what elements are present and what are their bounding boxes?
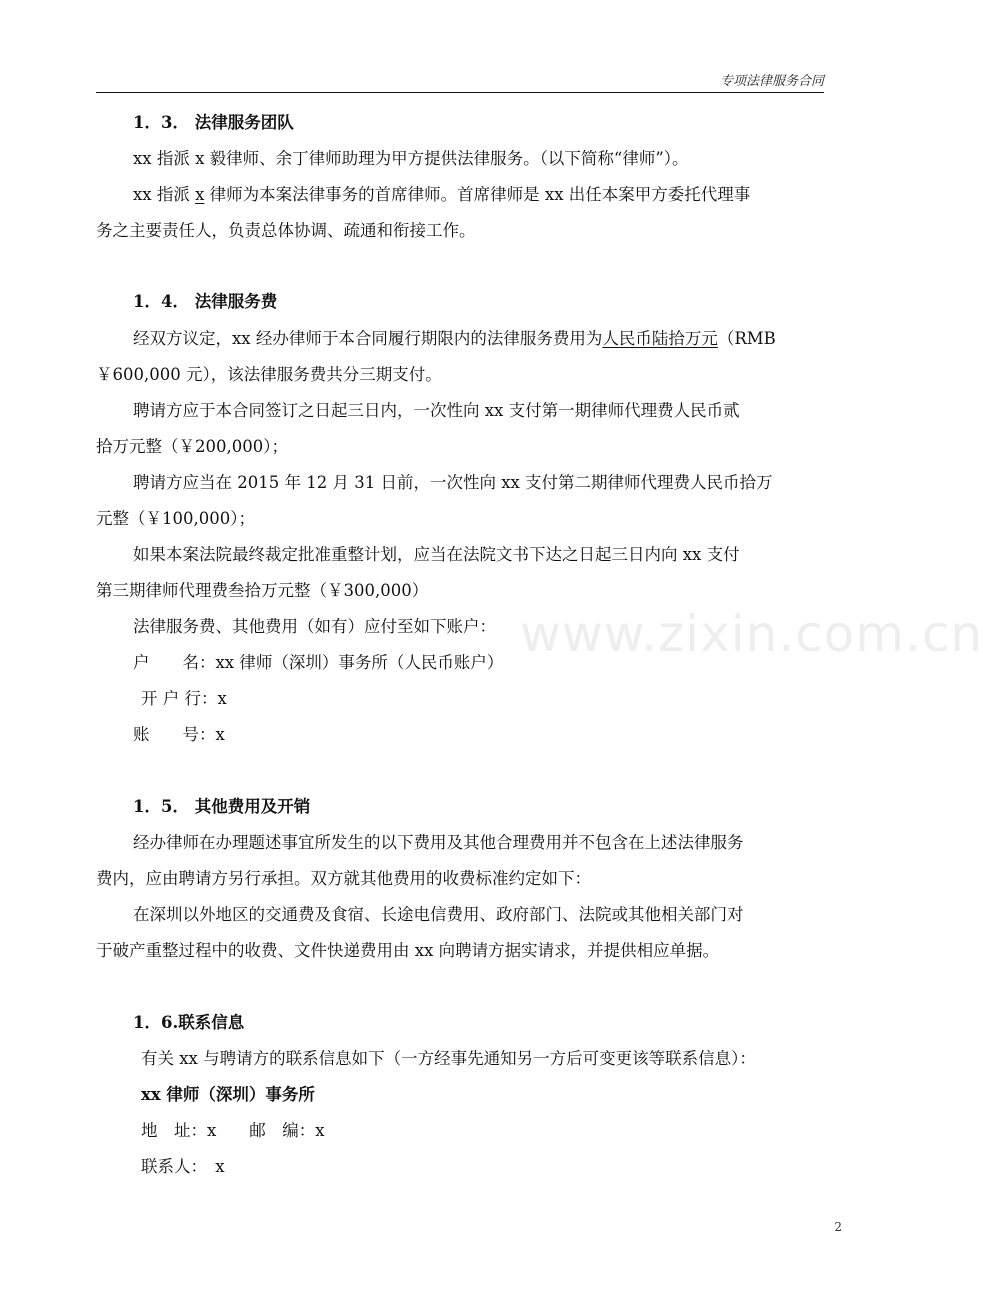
account-name: 户 名：xx 律师（深圳）事务所（人民币账户） [133,653,504,672]
section-heading-1-3: 1．3． 法律服务团队 [133,113,294,132]
section-heading-1-6: 1．6.联系信息 [133,1013,245,1032]
account-bank: 开 户 行：x [141,689,227,708]
paragraph-continuation: 第三期律师代理费叁拾万元整（￥300,000） [96,581,429,600]
paragraph: 法律服务费、其他费用（如有）应付至如下账户： [133,617,496,636]
paragraph-continuation: 拾万元整（￥200,000）； [96,437,288,456]
paragraph: 在深圳以外地区的交通费及食宿、长途电信费用、政府部门、法院或其他相关部门对 [133,905,744,924]
firm-name: xx 律师（深圳）事务所 [141,1085,315,1104]
paragraph: 经办律师在办理题述事宜所发生的以下费用及其他合理费用并不包含在上述法律服务 [133,833,744,852]
paragraph-continuation: 于破产重整过程中的收费、文件快递费用由 xx 向聘请方据实请求，并提供相应单据。 [96,941,720,960]
watermark: www.zixin.com.cn [520,605,983,663]
paragraph-continuation: ￥600,000 元），该法律服务费共分三期支付。 [96,365,442,384]
section-heading-1-4: 1．4． 法律服务费 [133,292,278,311]
paragraph: 如果本案法院最终裁定批准重整计划，应当在法院文书下达之日起三日内向 xx 支付 [133,545,740,564]
paragraph: 聘请方应于本合同签订之日起三日内，一次性向 xx 支付第一期律师代理费人民币贰 [133,401,740,420]
header-title: 专项法律服务合同 [719,74,824,89]
page-number: 2 [834,1220,842,1234]
account-number: 账 号：x [133,725,225,744]
contact-person: 联系人： x [141,1157,225,1176]
paragraph: 经双方议定，xx 经办律师于本合同履行期限内的法律服务费用为人民币陆拾万元（RMB [133,329,776,348]
paragraph-continuation: 元整（￥100,000）； [96,509,255,528]
header-divider [96,92,824,93]
section-heading-1-5: 1．5． 其他费用及开销 [133,797,311,816]
paragraph-continuation: 费内，应由聘请方另行承担。双方就其他费用的收费标准约定如下： [96,869,591,888]
paragraph: 有关 xx 与聘请方的联系信息如下（一方经事先通知另一方后可变更该等联系信息）： [141,1049,756,1068]
paragraph: xx 指派 x 毅律师、余丁律师助理为甲方提供法律服务。（以下简称“律师”）。 [133,149,689,168]
address-postcode: 地 址：x 邮 编：x [141,1121,325,1140]
paragraph: 聘请方应当在 2015 年 12 月 31 日前，一次性向 xx 支付第二期律师代理费人民币拾万 [133,473,773,492]
paragraph-continuation: 务之主要责任人，负责总体协调、疏通和衔接工作。 [96,221,476,240]
paragraph: xx 指派 x 律师为本案法律事务的首席律师。首席律师是 xx 出任本案甲方委托代理事 [133,185,751,204]
